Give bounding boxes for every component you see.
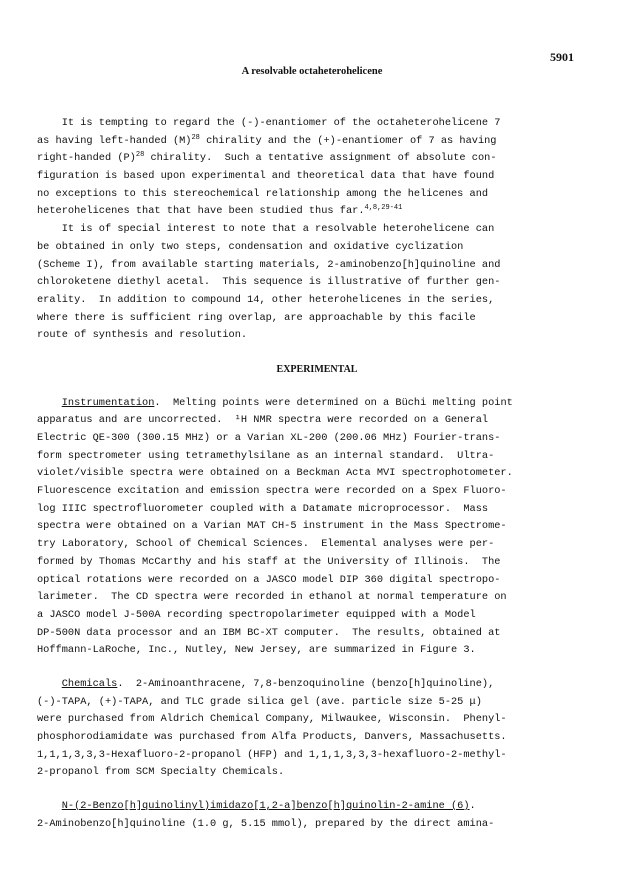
page-number: 5901 — [550, 50, 574, 64]
line-text: . — [469, 800, 476, 813]
text-line: were purchased from Aldrich Chemical Company, Milwaukee, Wisconsin. Phenyl- — [37, 713, 507, 726]
text-line: (-)-TAPA, (+)-TAPA, and TLC grade silica gel (ave. particle size 5-25 μ) — [37, 695, 482, 708]
line-text: right-handed (P) — [37, 152, 136, 165]
text-line: form spectrometer using tetramethylsilane as an internal standard. Ultra- — [37, 449, 495, 462]
text-line — [37, 798, 597, 816]
line-text: heterohelicenes that that have been studied thus far. — [37, 205, 365, 218]
citation-superscript: 28 — [191, 133, 200, 142]
running-title: A resolvable octaheterohelicene — [241, 66, 383, 77]
chemicals-paragraph — [37, 676, 597, 782]
text-line: route of synthesis and resolution. — [37, 329, 248, 342]
text-line: formed by Thomas McCarthy and his staff at the University of Illinois. The — [37, 555, 501, 568]
text-line: 2-propanol from SCM Specialty Chemicals. — [37, 766, 285, 779]
text-line: violet/visible spectra were obtained on a Beckman Acta MVI spectrophotometer. — [37, 467, 513, 480]
text-line — [37, 168, 597, 186]
line-text: . Melting points were determined on a Büchi melting point — [154, 396, 513, 409]
line-text: chirality and the (+)-enantiomer of 7 as having — [199, 134, 497, 147]
chemicals-label: Chemicals — [61, 677, 118, 690]
text-line: larimeter. The CD spectra were recorded in ethanol at normal temperature on — [37, 591, 507, 604]
instrumentation-label: Instrumentation — [61, 396, 155, 409]
citation-superscript: 4,8,29-41 — [364, 204, 403, 213]
text-line — [37, 186, 597, 204]
text-line: 2-Aminobenzo[h]quinoline (1.0 g, 5.15 mmol), prepared by the direct amina- — [37, 817, 495, 830]
line-text: no exceptions to this stereochemical relationship among the helicenes and — [37, 187, 489, 200]
text-line — [37, 150, 597, 168]
section-heading-experimental: EXPERIMENTAL — [276, 363, 358, 375]
article-body — [37, 115, 597, 833]
text-line: apparatus and are uncorrected. ¹H NMR spectra were recorded on a General — [37, 414, 489, 427]
line-text: . 2-Aminoanthracene, 7,8-benzoquinoline (benzo[h]quinoline), — [117, 677, 495, 690]
line-text: chirality. Such a tentative assignment of absolute con- — [144, 152, 497, 165]
instrumentation-paragraph — [37, 395, 597, 660]
text-line: try Laboratory, School of Chemical Sciences. Elemental analyses were per- — [37, 538, 495, 551]
text-line: Fluorescence excitation and emission spectra were recorded on a Spex Fluoro- — [37, 485, 507, 498]
line-text: It is tempting to regard the (-)-enantiomer of the octaheterohelicene 7 — [37, 117, 501, 129]
compound-title: N-(2-Benzo[h]quinolinyl)imidazo[1,2-a]benzo[h]quinolin-2-amine (6) — [61, 800, 470, 813]
text-line: Electric QE-300 (300.15 MHz) or a Varian XL-200 (200.06 MHz) Fourier-trans- — [37, 432, 501, 444]
text-line: be obtained in only two steps, condensation and oxidative cyclization — [37, 240, 464, 253]
text-line: (Scheme I), from available starting materials, 2-aminobenzo[h]quinoline and — [37, 258, 501, 271]
text-line: spectra were obtained on a Varian MAT CH-5 instrument in the Mass Spectrome- — [37, 520, 507, 533]
text-line: chloroketene diethyl acetal. This sequence is illustrative of further gen- — [37, 276, 501, 289]
text-line: 1,1,1,3,3,3-Hexafluoro-2-propanol (HFP) and 1,1,1,3,3,3-hexafluoro-2-methyl- — [37, 748, 507, 761]
line-text: as having left-handed (M) — [37, 134, 192, 147]
text-line: phosphorodiamidate was purchased from Alfa Products, Danvers, Massachusetts. — [37, 731, 507, 743]
text-line: where there is sufficient ring overlap, are approachable by this facile — [37, 311, 476, 324]
text-line: optical rotations were recorded on a JASCO model DIP 360 digital spectropo- — [37, 573, 501, 586]
text-line — [37, 203, 597, 221]
compound-paragraph — [37, 798, 597, 833]
paragraph-2 — [37, 221, 597, 345]
text-line — [37, 133, 597, 151]
citation-superscript: 28 — [135, 151, 145, 160]
text-line — [37, 676, 597, 694]
text-line: erality. In addition to compound 14, other heterohelicenes in the series, — [37, 293, 495, 306]
text-line: log IIIC spectrofluorometer coupled with a Datamate microprocessor. Mass — [37, 502, 489, 515]
text-line — [37, 115, 597, 133]
text-line: It is of special interest to note that a resolvable heterohelicene can — [37, 223, 495, 236]
text-line: Hoffmann-LaRoche, Inc., Nutley, New Jersey, are summarized in Figure 3. — [37, 644, 476, 657]
paragraph-1 — [37, 115, 597, 221]
text-line: DP-500N data processor and an IBM BC-XT computer. The results, obtained at — [37, 626, 501, 639]
text-line: a JASCO model J-500A recording spectropolarimeter equipped with a Model — [37, 608, 476, 621]
line-text: figuration is based upon experimental and theoretical data that have found — [37, 170, 495, 183]
text-line — [37, 395, 597, 413]
